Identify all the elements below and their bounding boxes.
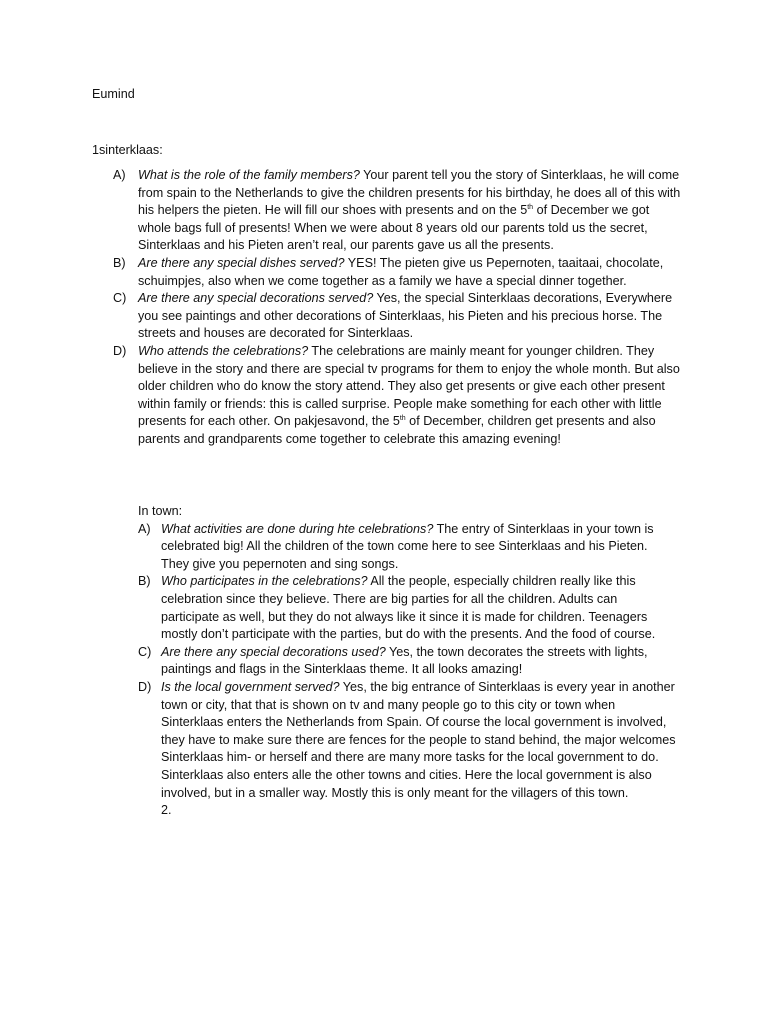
answer-text-continued: of December we got whole bags full of presents! When we were about 8 years old our parents told us the secret, Sinterklaas and his Pieten aren’t real, our parents gave us all the presents. (138, 203, 650, 253)
ordinal-suffix: th (399, 415, 406, 423)
list-marker: A) (138, 521, 151, 536)
question-text: What activities are done during hte celebrations? (161, 521, 434, 536)
list-item (92, 343, 682, 449)
list-marker: C) (113, 291, 127, 306)
list-marker: B) (113, 255, 126, 270)
list-marker: D) (113, 343, 127, 358)
question-text: Are there any special dishes served? (138, 255, 345, 270)
question-text: Who attends the celebrations? (138, 343, 309, 358)
question-text: Are there any special decorations served? (138, 291, 374, 306)
list-item (138, 521, 678, 574)
list-marker: C) (138, 644, 152, 659)
list-marker: A) (113, 168, 126, 182)
list-item (92, 167, 682, 255)
list-marker: B) (138, 574, 151, 589)
list-item (138, 679, 678, 802)
list-item (138, 573, 678, 643)
ordinal-suffix: th (527, 204, 534, 211)
author-name: Eumind (92, 87, 135, 101)
answer-text: Yes, the special Sinterklaas decorations, Everywhere you see paintings and other decorations of Sinterklaas, his Pieten and his precious horse. The streets and houses are decorated for Sinterklaas. (138, 291, 673, 341)
question-text: Are there any special decorations used? (161, 644, 386, 659)
question-text: What is the role of the family members? (138, 168, 360, 182)
section-heading: 1sinterklaas: (92, 143, 163, 157)
list-marker: D) (138, 679, 152, 694)
town-questions-list (138, 503, 678, 820)
list-item (138, 644, 678, 679)
list-item (92, 290, 682, 343)
answer-text: The entry of Sinterklaas in your town is celebrated big! All the children of the town come here to see Sinterklaas and his Pieten. They give you pepernoten and sing songs. (161, 521, 654, 571)
answer-text: Yes, the town decorates the streets with lights, paintings and flags in the Sinterklaas theme. It all looks amazing! (161, 644, 648, 677)
question-text: Is the local government served? (161, 679, 340, 694)
list-item (92, 255, 682, 290)
answer-text: Yes, the big entrance of Sinterklaas is every year in another town or city, that that is shown on tv and many people go to this city or town when Sinterklaas enters the Netherlands from Spain. Of course the local government is involved, they have to make sure there are fences for the people to stand behind, the major welcomes Sinterklaas him- or herself and there are many more tasks for the local government to do. Sinterklaas also enters alle the other towns and cities. Here the local government is also involved, but in a smaller way. Mostly this is only meant for the villagers of this town. (161, 679, 676, 800)
answer-text: Your parent tell you the story of Sinterklaas, he will come from spain to the Netherlands to give the children presents for his birthday, he does all of this with his helpers the pieten. He will fill our shoes with presents and on the 5 (138, 168, 681, 218)
answer-text: YES! The pieten give us Pepernoten, taaitaai, chocolate, schuimpjes, also when we come together as a family we have a special dinner together. (138, 255, 664, 288)
next-section-number: 2. (161, 803, 172, 818)
answer-text-continued: of December, children get presents and also parents and grandparents come together to celebrate this amazing evening! (138, 414, 656, 446)
family-questions-list (92, 167, 682, 449)
subsection-heading: In town: (138, 504, 183, 518)
answer-text: The celebrations are mainly meant for younger children. They believe in the story and there are special tv programs for them to enjoy the whole month. But also older children who do know the story attend. They also get presents or give each other present within family or friends: this is called surprise. People make something for each other with little presents for each other. On pakjesavond, the 5 (138, 343, 680, 429)
question-text: Who participates in the celebrations? (161, 574, 368, 589)
answer-text: All the people, especially children really like this celebration since they believe. There are big parties for all the children. Adults can participate as well, but they do not always like it since it is made for children. Teenagers mostly don’t participate with the parties, but do with the presents. And the food of course. (161, 574, 656, 642)
